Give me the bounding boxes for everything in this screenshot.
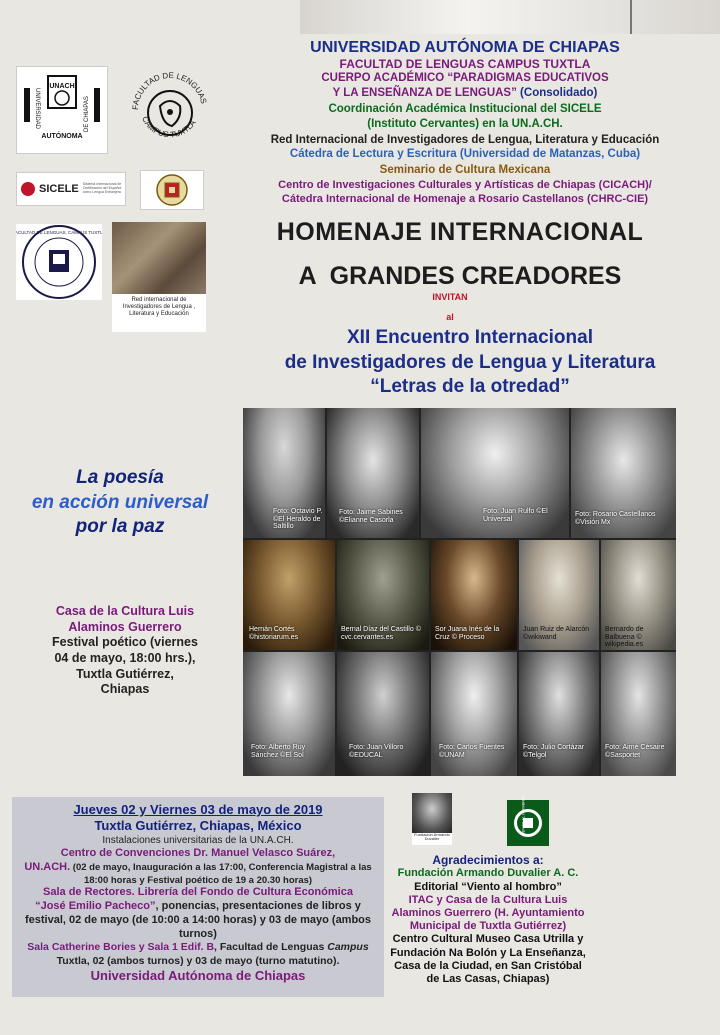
event-sala-schedule: , ponencias, presentaciones de libros y festival, 02 de mayo (de 10:00 a 14:00 horas) y 03 de mayo (ambos turnos) xyxy=(24,900,372,940)
casa-line5: Tuxtla Gutiérrez, xyxy=(76,666,174,681)
facultad-seal-text: FACULTAD DE LENGUAS, CAMPUS TUXTLA xyxy=(16,230,102,235)
photo-caption: Foto: Carlos Fuentes ©UNAM xyxy=(439,744,505,759)
header-cervantes: (Instituto Cervantes) en la UN.A.CH. xyxy=(367,118,563,130)
photo-aime-cesaire xyxy=(601,652,676,776)
header-chrc: Cátedra Internacional de Homenaje a Rosario Castellanos (CHRC-CIE) xyxy=(281,193,649,205)
event-centro-schedule: (02 de mayo, Inauguración a las 17:00, Conferencia Magistral a las 18:00 horas y Festival poético de 19 a 20.30 horas) xyxy=(70,861,372,886)
photo-juan-ruiz-alarcon xyxy=(519,540,599,650)
event-centro-unach: UN.ACH. xyxy=(24,860,71,873)
unach-logo-left: UNIVERSIDAD xyxy=(34,88,40,130)
event-sala-catherine xyxy=(18,941,378,967)
slogan xyxy=(10,466,230,540)
photo-rosario-castellanos xyxy=(571,408,676,538)
photo-caption: Foto: Octavio P. ©El Heraldo de Saltillo xyxy=(273,508,323,531)
casa-line6: Chiapas xyxy=(100,682,150,697)
photo-julio-cortazar xyxy=(519,652,599,776)
photo-hernan-cortes xyxy=(243,540,335,650)
photo-caption: Bernardo de Balbuena © wikipedia.es xyxy=(605,626,644,649)
photo-caption: Bernal Díaz del Castillo © cvc.cervantes.es xyxy=(341,626,421,641)
casa-line1: Casa de la Cultura Luis xyxy=(55,604,195,618)
encuentro-line3: “Letras de la otredad” xyxy=(370,376,570,397)
crest-logo xyxy=(140,170,204,210)
header-cuerpo-2 xyxy=(230,87,700,101)
photo-carlos-fuentes xyxy=(431,652,517,776)
thanks-fundacion: Fundación Armando Duvalier A. C. xyxy=(397,867,579,880)
header-red: Red Internacional de Investigadores de Lengua, Literatura y Educación xyxy=(270,134,660,146)
thanks-title: Agradecimientos a: xyxy=(432,853,544,867)
thanks-centro-cultural: Centro Cultural Museo Casa Utrilla y Fundación Na Bolón y La Enseñanza, Casa de la Ciudad, en San Cristóbal de Las Casas, Chiapas) xyxy=(390,933,586,985)
photo-sor-juana xyxy=(431,540,517,650)
header-cuerpo-2-main: Y LA ENSEÑANZA DE LENGUAS” xyxy=(332,87,517,99)
viento-al-hombro-logo xyxy=(507,796,549,846)
event-place: Tuxtla Gutiérrez, Chiapas, México xyxy=(94,818,302,834)
event-centro: Centro de Convenciones Dr. Manuel Velasco Suárez, xyxy=(60,847,336,859)
header-seminario: Seminario de Cultura Mexicana xyxy=(379,164,551,176)
event-sala3-campus: Campus xyxy=(327,941,369,954)
top-decoration xyxy=(300,0,720,34)
thanks-itac: ITAC y Casa de la Cultura Luis Alaminos Guerrero (H. Ayuntamiento Municipal de Tuxtla Gutiérrez) xyxy=(391,893,585,933)
unach-logo-right: DE CHIAPAS xyxy=(84,96,90,132)
encuentro-line1: XII Encuentro Internacional xyxy=(347,327,593,348)
invitan-label: INVITAN xyxy=(432,292,468,302)
photo-jaime-sabines xyxy=(327,408,419,538)
photo-caption: Foto: Alberto Ruy Sánchez ©El Sol xyxy=(251,744,306,759)
header-faculty: FACULTAD DE LENGUAS CAMPUS TUXTLA xyxy=(339,57,591,71)
casa-line3: Festival poético (viernes xyxy=(52,635,198,650)
header-cicach: Centro de Investigaciones Culturales y Artísticas de Chiapas (CICACH)/ xyxy=(278,179,652,191)
facultad-logo xyxy=(120,58,220,158)
red-logo xyxy=(112,222,206,332)
sicele-icon xyxy=(21,182,35,196)
sicele-text: SICELE xyxy=(39,183,79,195)
al-label: al xyxy=(446,312,454,322)
red-logo-image xyxy=(112,222,206,294)
header-catedra: Cátedra de Lectura y Escritura (Universidad de Matanzas, Cuba) xyxy=(289,148,641,160)
viento-logo-inner xyxy=(514,809,542,837)
header-university: UNIVERSIDAD AUTÓNOMA DE CHIAPAS xyxy=(310,39,620,56)
photo-caption: Foto: Aimé Césaire ©Sasportet xyxy=(605,744,665,759)
photo-caption: Foto: Jaime Sabines ©Elianne Casorla xyxy=(339,509,403,524)
slogan-line3: por la paz xyxy=(75,516,165,538)
photo-octavio-paz xyxy=(243,408,325,538)
facultad-logo-bottom: CAMPUS TUXTLA xyxy=(140,114,198,140)
unach-logo xyxy=(16,66,108,154)
photo-juan-rulfo xyxy=(421,408,569,538)
photo-caption: Hernán Cortés ©historiarum.es xyxy=(249,626,299,641)
header-cuerpo-2-suffix: (Consolidado) xyxy=(516,87,598,99)
facultad-logo-top: FACULTAD DE LENGUAS xyxy=(130,70,209,111)
header-cuerpo: CUERPO ACADÉMICO “PARADIGMAS EDUCATIVOS xyxy=(321,72,609,84)
photo-bernal-diaz xyxy=(337,540,429,650)
thanks-block xyxy=(390,853,586,986)
header-sicele: Coordinación Académica Institucional del SICELE xyxy=(328,103,602,115)
event-sala3-detail2: Tuxtla, 02 (ambos turnos) y 03 de mayo (turno matutino). xyxy=(56,954,340,967)
sicele-logo xyxy=(16,172,126,206)
event-sala-rectores: Sala de Rectores. Librería del Fondo de Cultura Económica xyxy=(43,886,353,899)
photo-caption: Juan Ruiz de Alarcón ©wikiwand xyxy=(523,626,590,641)
title-line2: A GRANDES CREADORES xyxy=(298,262,622,290)
event-instalaciones: Instalaciones universitarias de la UN.A.CH. xyxy=(102,834,294,846)
photo-alberto-ruy-sanchez xyxy=(243,652,335,776)
slogan-line1: La poesía xyxy=(76,467,164,488)
event-sala-name: “José Emilio Pacheco” xyxy=(35,900,156,913)
fundacion-portrait xyxy=(412,793,452,833)
event-university: Universidad Autónoma de Chiapas xyxy=(90,967,306,983)
casa-line4: 04 de mayo, 18:00 hrs.), xyxy=(54,650,196,665)
photo-juan-villoro xyxy=(337,652,429,776)
fundacion-label: Fundación Armando Duvalier xyxy=(414,832,450,842)
fundacion-duvalier-logo xyxy=(412,793,452,845)
sicele-small: Sistema Internacional de Certificación del Español como Lengua Extranjera xyxy=(82,182,122,194)
photo-caption: Foto: Juan Rulfo ©El Universal xyxy=(483,508,548,523)
thanks-editorial: Editorial “Viento al hombro” xyxy=(414,880,562,893)
unach-logo-bottom: AUTÓNOMA xyxy=(41,133,83,140)
photo-grid xyxy=(243,408,676,776)
slogan-line2: en acción universal xyxy=(31,491,209,513)
photo-caption: Foto: Rosario Castellanos ©Visión Mx xyxy=(575,511,656,526)
casa-line2: Alaminos Guerrero xyxy=(68,619,182,634)
event-sala-detail xyxy=(18,900,378,941)
casa-cultura-info xyxy=(30,604,220,698)
event-date: Jueves 02 y Viernes 03 de mayo de 2019 xyxy=(73,802,323,817)
title-line1: HOMENAJE INTERNACIONAL xyxy=(276,218,644,246)
photo-caption: Foto: Julio Cortázar ©Telgol xyxy=(523,744,585,759)
event-sala3-detail1: , Facultad de Lenguas xyxy=(214,941,328,954)
viento-label: VIENTO AL HOMBRO xyxy=(520,796,526,837)
event-centro-detail xyxy=(18,861,378,887)
encuentro-line2: de Investigadores de Lengua y Literatura xyxy=(284,352,656,373)
facultad-seal xyxy=(16,224,102,300)
event-info-box xyxy=(12,797,384,997)
photo-caption: Sor Juana Inés de la Cruz © Proceso xyxy=(435,626,500,641)
event-sala3-name: Sala Catherine Bories y Sala 1 Edif. B xyxy=(27,941,215,954)
unach-logo-name: UNACH xyxy=(49,83,75,90)
photo-caption: Foto: Juan Villoro ©EDUCAL xyxy=(349,744,404,759)
red-logo-caption: Red internacional de Investigadores de Lengua , Literatura y Educación xyxy=(122,297,196,318)
photo-bernardo-balbuena xyxy=(601,540,676,650)
